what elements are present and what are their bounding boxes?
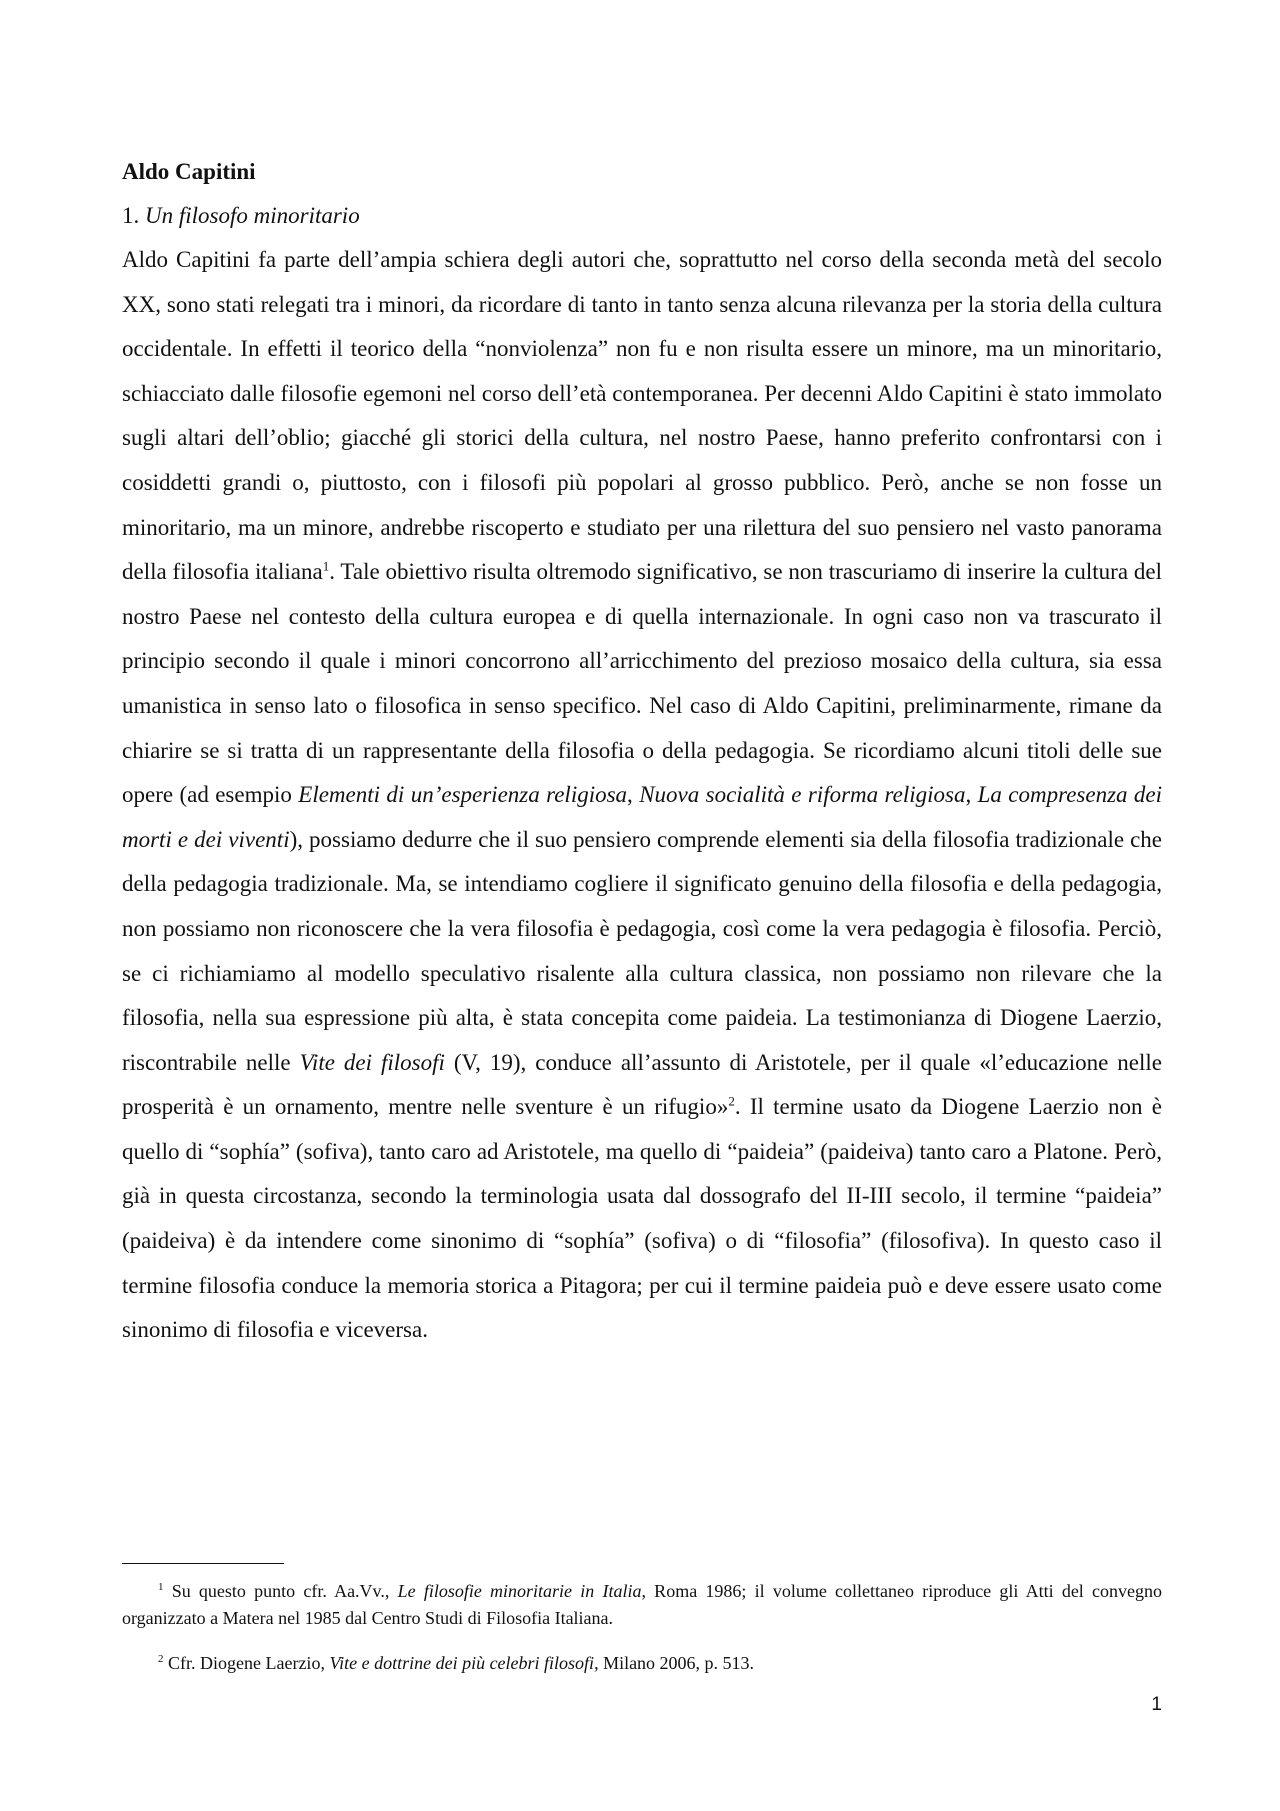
section-heading xyxy=(122,194,1162,238)
body-paragraph xyxy=(122,238,1162,1353)
text-run: , Milano 2006, p. 513. xyxy=(594,1653,755,1673)
footnote-ref: 2 xyxy=(158,1653,164,1665)
italic-run: La compresenza dei morti e dei viventi xyxy=(122,782,1163,852)
italic-run: Elementi di un’esperienza religiosa xyxy=(298,782,628,808)
italic-run: Le filosofie minoritarie in Italia xyxy=(397,1581,642,1601)
italic-run: Vite e dottrine dei più celebri filosofi xyxy=(329,1653,595,1673)
document-content xyxy=(122,150,1162,1353)
text-run: ), possiamo dedurre che il suo pensiero comprende elementi sia della filosofia tradizionale che della pedagogia tradizionale. Ma, se intendiamo cogliere il significato genuino della filosofia e della pedagogia, non possiamo non riconoscere che la vera filosofia è pedagogia, così come la vera pedagogia è filosofia. Perciò, se ci richiamiamo al modello speculativo risalente alla cultura classica, non possiamo non rilevare che la filosofia, nella sua espressione più alta, è stata concepita come paideia. La testimonianza di Diogene Laerzio, riscontrabile nelle xyxy=(122,826,1163,1075)
text-run: . Tale obiettivo risulta oltremodo significativo, se non trascuriamo di inserire la cultura del nostro Paese nel contesto della cultura europea e di quella internazionale. In ogni caso non va trascurato il principio secondo il quale i minori concorrono all’arricchimento del prezioso mosaico della cultura, sia essa umanistica in senso lato o filosofica in senso specifico. Nel caso di Aldo Capitini, preliminarmente, rimane da chiarire se si tratta di un rappresentante della filosofia o della pedagogia. Se ricordiamo alcuni titoli delle sue opere (ad esempio xyxy=(122,559,1162,808)
text-run: Aldo Capitini fa parte dell’ampia schiera degli autori che, soprattutto nel corso della seconda metà del secolo XX, sono stati relegati tra i minori, da ricordare di tanto in tanto senza alcuna rilevanza per la storia della cultura occidentale. In effetti il teorico della “nonviolenza” non fu e non risulta essere un minore, ma un minoritario, schiacciato dalle filosofie egemoni nel corso dell’età contemporanea. Per decenni Aldo Capitini è stato immolato sugli altari dell’oblio; giacché gli storici della cultura, nel nostro Paese, hanno preferito confrontarsi con i cosiddetti grandi o, piuttosto, con i filosofi più popolari al grosso pubblico. Però, anche se non fosse un minoritario, ma un minore, andrebbe riscoperto e studiato per una rilettura del suo pensiero nel vasto panorama della filosofia italiana xyxy=(122,247,1162,585)
text-run: , xyxy=(627,782,640,808)
text-run: (V, 19), conduce all’assunto di Aristotele, per il quale «l’educazione nelle prosperità è un ornamento, mentre nelle sventure è un rifugio» xyxy=(122,1049,1162,1120)
footnote-ref: 2 xyxy=(728,1093,735,1109)
italic-run: Nuova socialità e riforma religiosa xyxy=(639,782,966,808)
text-run: . Il termine usato da Diogene Laerzio non è quello di “sophía” (sofiva), tanto caro ad Aristotele, ma quello di “paideia” (paideiva) tanto caro a Platone. Però, già in questa circostanza, secondo la terminologia usata dal dossografo del II-III secolo, il termine “paideia” (paideiva) è da intendere come sinonimo di “sophía” (sofiva) o di “filosofia” (filosofiva). In questo caso il termine filosofia conduce la memoria storica a Pitagora; per cui il termine paideia può e deve essere usato come sinonimo di filosofia e viceversa. xyxy=(122,1094,1162,1343)
section-title: Un filosofo minoritario xyxy=(145,203,360,228)
footnote-1 xyxy=(122,1578,1162,1632)
text-run: , xyxy=(965,782,978,808)
footnotes xyxy=(122,1578,1162,1677)
footnote-2 xyxy=(122,1650,1162,1677)
section-number: 1. xyxy=(122,203,145,228)
text-run: , Roma 1986; il volume collettaneo riproduce gli Atti del convegno organizzato a Matera nel 1985 dal Centro Studi di Filosofia Italiana. xyxy=(122,1581,1163,1628)
footnote-ref: 1 xyxy=(158,1581,164,1593)
text-run: Cfr. Diogene Laerzio, xyxy=(163,1653,330,1673)
document-title: Aldo Capitini xyxy=(122,159,256,184)
page-number: 1 xyxy=(1151,1694,1162,1715)
footnote-ref: 1 xyxy=(322,558,330,574)
italic-run: Vite dei filosofi xyxy=(299,1049,445,1075)
text-run: Su questo punto cfr. Aa.Vv., xyxy=(163,1581,398,1601)
footnote-separator xyxy=(122,1563,284,1564)
